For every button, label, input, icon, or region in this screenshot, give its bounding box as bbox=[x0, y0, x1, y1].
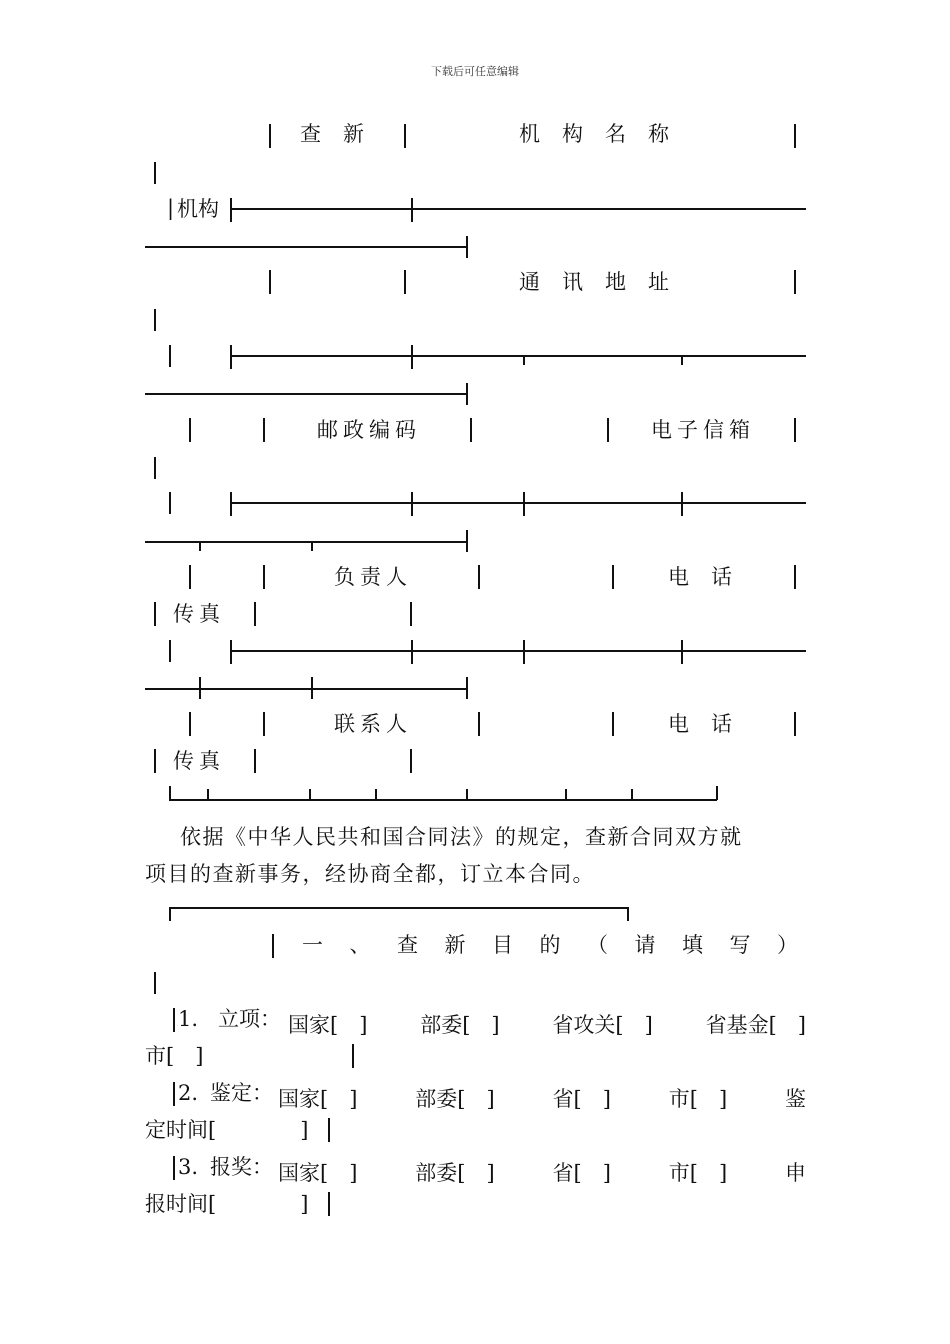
table-border bbox=[404, 270, 406, 294]
table-border bbox=[154, 749, 156, 773]
table-border bbox=[478, 712, 480, 736]
label-fax: 传真 bbox=[173, 602, 225, 626]
table-border bbox=[328, 1118, 330, 1142]
table-rule bbox=[145, 688, 468, 690]
table-border bbox=[470, 418, 472, 442]
table-border bbox=[411, 492, 413, 516]
table-border bbox=[263, 418, 265, 442]
table-border bbox=[272, 934, 274, 958]
table-border bbox=[189, 565, 191, 589]
table-border bbox=[612, 565, 614, 589]
table-border bbox=[411, 640, 413, 664]
label-phone: 电话 bbox=[668, 565, 754, 589]
item-label: 报奖： bbox=[210, 1155, 273, 1179]
option-province[interactable]: 省[ ] bbox=[552, 1087, 611, 1111]
header-note: 下载后可任意编辑 bbox=[431, 65, 519, 78]
table-border bbox=[309, 789, 311, 800]
table-border bbox=[794, 124, 796, 148]
table-border bbox=[199, 677, 201, 699]
option-row bbox=[278, 1157, 806, 1187]
table-border bbox=[681, 492, 683, 516]
table-border bbox=[612, 712, 614, 736]
table-border bbox=[523, 355, 525, 365]
table-border bbox=[794, 565, 796, 589]
application-time-field[interactable]: 报时间[ ] bbox=[145, 1192, 309, 1216]
table-border bbox=[523, 640, 525, 664]
section-title: 一、查新目的（请填写） bbox=[302, 933, 825, 957]
table-border bbox=[269, 124, 271, 148]
option-ministry[interactable]: 部委[ ] bbox=[420, 1013, 500, 1037]
option-province-key[interactable]: 省攻关[ ] bbox=[552, 1013, 653, 1037]
table-border bbox=[466, 530, 468, 552]
table-border bbox=[716, 786, 718, 800]
option-city[interactable]: 市[ ] bbox=[668, 1161, 728, 1185]
label-phone-2: 电话 bbox=[668, 712, 754, 736]
table-rule bbox=[145, 393, 468, 395]
table-rule bbox=[230, 355, 806, 357]
label-institution-name: 机构名称 bbox=[519, 122, 691, 146]
table-rule bbox=[230, 208, 806, 210]
table-border bbox=[352, 1044, 354, 1068]
table-border bbox=[169, 786, 171, 800]
table-border bbox=[230, 640, 232, 664]
option-national[interactable]: 国家[ ] bbox=[288, 1013, 368, 1037]
table-border bbox=[681, 640, 683, 664]
table-border bbox=[375, 789, 377, 800]
table-border bbox=[794, 712, 796, 736]
label-responsible: 负责人 bbox=[334, 565, 412, 589]
table-border bbox=[254, 749, 256, 773]
table-border bbox=[410, 749, 412, 773]
table-border bbox=[627, 907, 629, 921]
table-border bbox=[154, 162, 156, 184]
table-border bbox=[230, 492, 232, 516]
table-border bbox=[466, 383, 468, 405]
item-number: 3. bbox=[178, 1155, 199, 1179]
table-border bbox=[199, 541, 201, 551]
text-continuation: 申 bbox=[785, 1161, 806, 1185]
table-border bbox=[269, 270, 271, 294]
table-border bbox=[794, 418, 796, 442]
option-ministry[interactable]: 部委[ ] bbox=[415, 1161, 495, 1185]
intro-line-1: 依据《中华人民共和国合同法》的规定，查新合同双方就 bbox=[180, 825, 743, 849]
label-contact: 联系人 bbox=[334, 712, 412, 736]
option-city[interactable]: 市[ ] bbox=[145, 1044, 204, 1068]
label-address: 通讯地址 bbox=[519, 270, 691, 294]
table-border bbox=[523, 492, 525, 516]
table-border bbox=[311, 541, 313, 551]
option-national[interactable]: 国家[ ] bbox=[278, 1087, 358, 1111]
table-border bbox=[311, 677, 313, 699]
table-border bbox=[154, 309, 156, 331]
table-rule bbox=[145, 246, 468, 248]
table-border bbox=[565, 789, 567, 800]
table-border bbox=[681, 355, 683, 365]
item-number: 2. bbox=[178, 1081, 199, 1105]
table-rule bbox=[145, 541, 468, 543]
label-postcode: 邮政编码 bbox=[317, 418, 421, 442]
table-border bbox=[169, 345, 171, 367]
table-border bbox=[466, 789, 468, 800]
table-border bbox=[404, 124, 406, 148]
table-border bbox=[154, 602, 156, 626]
table-border bbox=[189, 712, 191, 736]
table-border bbox=[328, 1192, 330, 1216]
label-fax-2: 传真 bbox=[173, 749, 225, 773]
table-border bbox=[154, 972, 156, 994]
table-border bbox=[207, 789, 209, 800]
option-national[interactable]: 国家[ ] bbox=[278, 1161, 358, 1185]
table-border bbox=[189, 418, 191, 442]
item-number: 1. bbox=[178, 1007, 199, 1031]
text-continuation: 鉴 bbox=[785, 1087, 806, 1111]
table-border bbox=[169, 907, 171, 921]
option-row bbox=[278, 1083, 806, 1113]
table-border bbox=[173, 1082, 175, 1106]
table-border bbox=[230, 345, 232, 369]
table-border bbox=[794, 270, 796, 294]
table-rule bbox=[230, 502, 806, 504]
table-border bbox=[173, 1008, 175, 1032]
label-institution: 机构 bbox=[177, 197, 219, 221]
item-label: 鉴定： bbox=[210, 1081, 273, 1105]
table-rule bbox=[169, 799, 717, 801]
option-city[interactable]: 市[ ] bbox=[668, 1087, 728, 1111]
table-border bbox=[478, 565, 480, 589]
option-row bbox=[288, 1009, 806, 1039]
table-border bbox=[410, 602, 412, 626]
table-border bbox=[169, 492, 171, 514]
item-label: 立项： bbox=[218, 1007, 281, 1031]
table-border bbox=[154, 457, 156, 479]
table-border bbox=[173, 1156, 175, 1180]
intro-line-2: 项目的查新事务，经协商全都，订立本合同。 bbox=[145, 862, 595, 886]
table-border bbox=[466, 677, 468, 699]
option-province[interactable]: 省[ ] bbox=[552, 1161, 611, 1185]
table-border bbox=[411, 198, 413, 222]
table-border bbox=[263, 712, 265, 736]
table-border bbox=[254, 602, 256, 626]
table-rule bbox=[230, 650, 806, 652]
table-border bbox=[411, 345, 413, 369]
table-border bbox=[169, 640, 171, 662]
option-ministry[interactable]: 部委[ ] bbox=[415, 1087, 495, 1111]
table-border bbox=[631, 789, 633, 800]
identification-time-field[interactable]: 定时间[ ] bbox=[145, 1118, 309, 1142]
table-border-char: | bbox=[167, 196, 175, 220]
label-email: 电子信箱 bbox=[651, 418, 755, 442]
table-rule bbox=[169, 907, 629, 909]
table-border bbox=[607, 418, 609, 442]
table-border bbox=[263, 565, 265, 589]
option-province-fund[interactable]: 省基金[ ] bbox=[705, 1013, 806, 1037]
label-chaxin: 查新 bbox=[300, 122, 386, 146]
table-border bbox=[230, 198, 232, 222]
table-border bbox=[466, 236, 468, 258]
